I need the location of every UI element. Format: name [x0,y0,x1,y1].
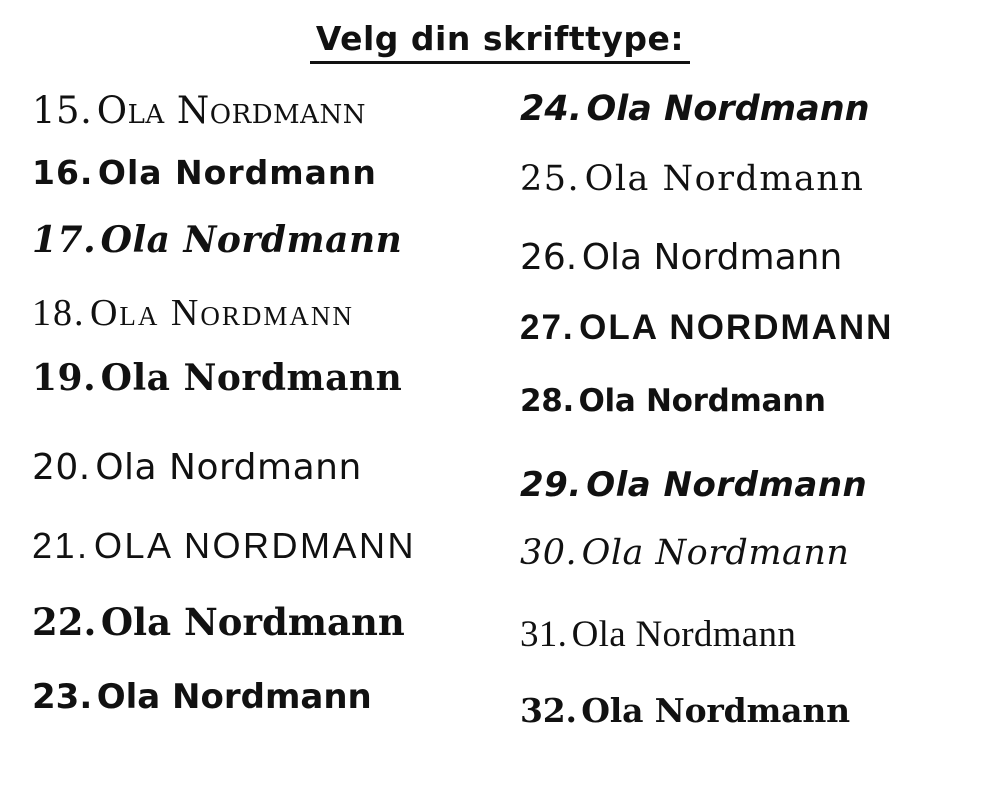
font-option-16[interactable] [32,153,500,222]
font-option-26-number: 26. [520,237,578,278]
font-option-15-number: 15. [32,89,93,132]
font-option-25-sample: Ola Nordmann [584,159,865,199]
font-option-21-number: 21. [32,525,90,566]
font-option-25-number: 25. [520,159,581,199]
font-option-24-number: 24. [520,89,583,129]
font-option-17[interactable] [32,219,500,294]
font-list-left-column [0,89,500,764]
font-option-27-sample: OLA NORDMANN [579,308,894,347]
font-option-26-sample: Ola Nordmann [581,237,843,278]
page-title-container [0,0,1000,64]
font-specimen-columns [0,89,1000,764]
font-option-28-number: 28. [520,383,575,419]
font-option-15[interactable] [32,89,500,156]
font-option-15-sample: Ola Nordmann [96,89,366,132]
font-option-31[interactable] [520,616,1000,694]
font-option-26[interactable] [520,237,1000,310]
font-option-21[interactable] [32,525,500,604]
font-option-29[interactable] [520,465,1000,536]
font-option-19[interactable] [32,357,500,450]
font-option-17-sample: Ola Nordmann [100,219,403,261]
font-option-22[interactable] [32,600,500,680]
font-option-20-sample: Ola Nordmann [95,447,362,488]
font-option-32-sample: Ola Nordmann [581,691,850,730]
font-option-25[interactable] [520,159,1000,240]
font-option-18[interactable] [32,294,500,360]
font-option-18-sample: Ola Nordmann [89,292,354,334]
font-option-28-sample: Ola Nordmann [578,383,826,419]
font-option-22-number: 22. [32,600,97,644]
font-option-32[interactable] [520,691,1000,764]
font-option-27-number: 27. [520,308,575,347]
font-option-31-sample: Ola Nordmann [571,614,797,655]
font-option-19-sample: Ola Nordmann [100,357,403,399]
font-list-right-column [500,89,1000,764]
font-option-32-number: 32. [520,691,577,730]
font-option-16-sample: Ola Nordmann [97,153,377,192]
font-option-24-sample: Ola Nordmann [586,89,870,129]
font-option-30-number: 30. [520,533,578,573]
font-option-31-number: 31. [520,614,568,655]
font-option-30[interactable] [520,533,1000,616]
page-title: Velg din skrifttype: [310,20,690,64]
font-option-24[interactable] [520,89,1000,162]
font-option-29-sample: Ola Nordmann [586,465,868,505]
font-option-16-number: 16. [32,153,94,192]
font-option-18-number: 18. [32,292,86,334]
font-option-20[interactable] [32,447,500,528]
font-option-27[interactable] [520,310,1000,386]
font-option-19-number: 19. [32,357,97,399]
font-option-28[interactable] [520,383,1000,468]
font-option-29-number: 29. [520,465,582,505]
font-option-21-sample: OLA NORDMANN [94,525,417,566]
font-option-20-number: 20. [32,447,91,488]
font-option-23[interactable] [32,677,500,750]
font-option-30-sample: Ola Nordmann [581,533,850,573]
font-option-17-number: 17. [32,219,97,261]
font-option-23-number: 23. [32,677,93,717]
font-option-23-sample: Ola Nordmann [96,677,372,717]
font-option-22-sample: Ola Nordmann [100,600,405,644]
